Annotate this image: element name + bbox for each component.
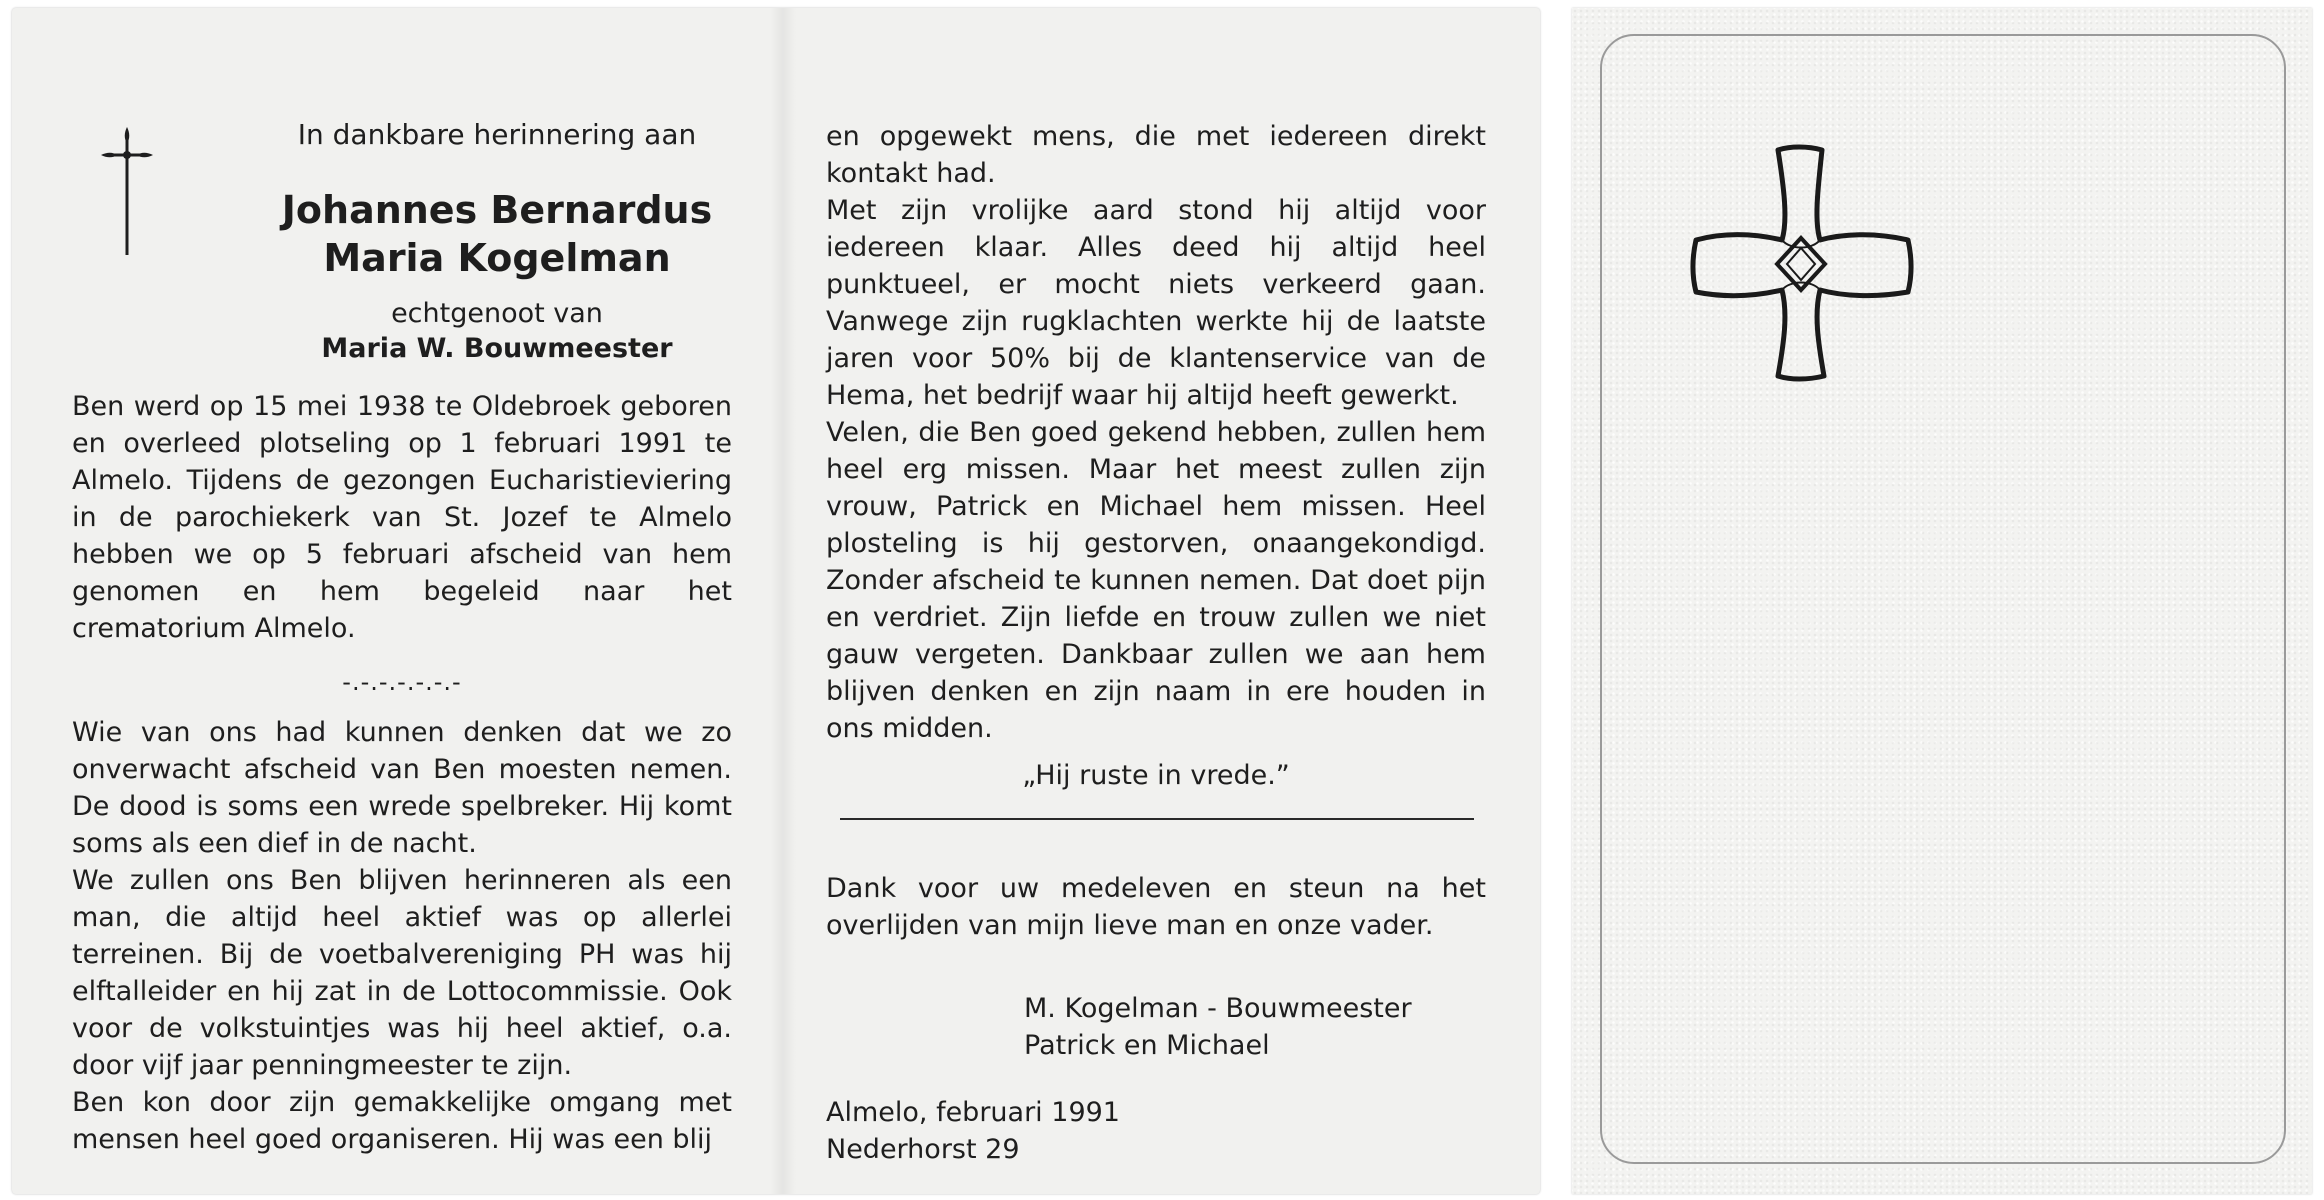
- signer-2: Patrick en Michael: [1024, 1030, 1270, 1061]
- cross-icon: [97, 123, 157, 258]
- memorial-card-inside: [12, 8, 1540, 1194]
- celtic-cross-icon: [1682, 136, 1922, 386]
- left-column: [72, 388, 732, 647]
- right-column: [826, 118, 1486, 747]
- paragraph-bio: Ben werd op 15 mei 1938 te Oldebroek geboren en overleed plotseling op 1 februari 1991 te Almelo. Tijdens de gezongen Eucharistieviering in de parochiekerk van St. Jozef te Almelo hebben we op 5 februari afscheid van hem genomen en hem begeleid naar het crematorium Almelo.: [72, 391, 732, 644]
- spouse-name: Maria W. Bouwmeester: [321, 333, 673, 364]
- name-line-1: Johannes Bernardus: [281, 188, 713, 232]
- thanks-paragraph: Dank voor uw medeleven en steun na het overlijden van mijn lieve man en onze vader.: [826, 873, 1486, 941]
- signer-1: M. Kogelman - Bouwmeester: [1024, 993, 1412, 1024]
- place-date: Almelo, februari 1991: [826, 1097, 1120, 1128]
- signers: [1024, 990, 1412, 1064]
- spouse-label: echtgenoot van: [391, 298, 603, 329]
- paragraph-right-1: en opgewekt mens, die met iedereen direkt kontakt had.: [826, 121, 1486, 189]
- separator: -.-.-.-.-.-.-: [342, 668, 462, 696]
- paragraph-right-3: Velen, die Ben goed gekend hebben, zullen hem heel erg missen. Maar het meest zullen zijn vrouw, Patrick en Michael hem missen. Heel plosteling is hij gestorven, onaangekondigd. Zonder afscheid te kunnen nemen. Dat doet pijn en verdriet. Zijn liefde en trouw zullen we niet gauw vergeten. Dankbaar zullen we aan hem blijven denken en zijn naam in ere houden in ons midden.: [826, 417, 1486, 744]
- thanks-text: [826, 870, 1486, 944]
- memorial-card-cover: [1572, 8, 2312, 1194]
- place-and-address: [826, 1094, 1120, 1168]
- deceased-name: [172, 186, 822, 282]
- paragraph-memory-1: Wie van ons had kunnen denken dat we zo onverwacht afscheid van Ben moesten nemen. De dood is soms een wrede spelbreker. Hij komt soms als een dief in de nacht.: [72, 717, 732, 859]
- quote: „Hij ruste in vrede.”: [1022, 760, 1290, 791]
- paragraph-memory-3: Ben kon door zijn gemakkelijke omgang met mensen heel goed organiseren. Hij was een blij: [72, 1087, 732, 1155]
- name-line-2: Maria Kogelman: [323, 236, 671, 280]
- address: Nederhorst 29: [826, 1134, 1020, 1165]
- divider-line: [840, 818, 1474, 820]
- paragraph-memory-2: We zullen ons Ben blijven herinneren als een man, die altijd heel aktief was op allerlei terreinen. Bij de voetbalvereniging PH was hij elftalleider en hij zat in de Lottocommissie. Ook voor de volkstuintjes was hij heel aktief, o.a. door vijf jaar penningmeester te zijn.: [72, 865, 732, 1081]
- intro-text: In dankbare herinnering aan: [297, 118, 697, 151]
- left-column-continued: [72, 714, 732, 1158]
- paragraph-right-2: Met zijn vrolijke aard stond hij altijd voor iedereen klaar. Alles deed hij altijd heel punktueel, er mocht niets verkeerd gaan. Vanwege zijn rugklachten werkte hij de laatste jaren voor 50% bij de klantenservice van de Hema, het bedrijf waar hij altijd heeft gewerkt.: [826, 195, 1486, 411]
